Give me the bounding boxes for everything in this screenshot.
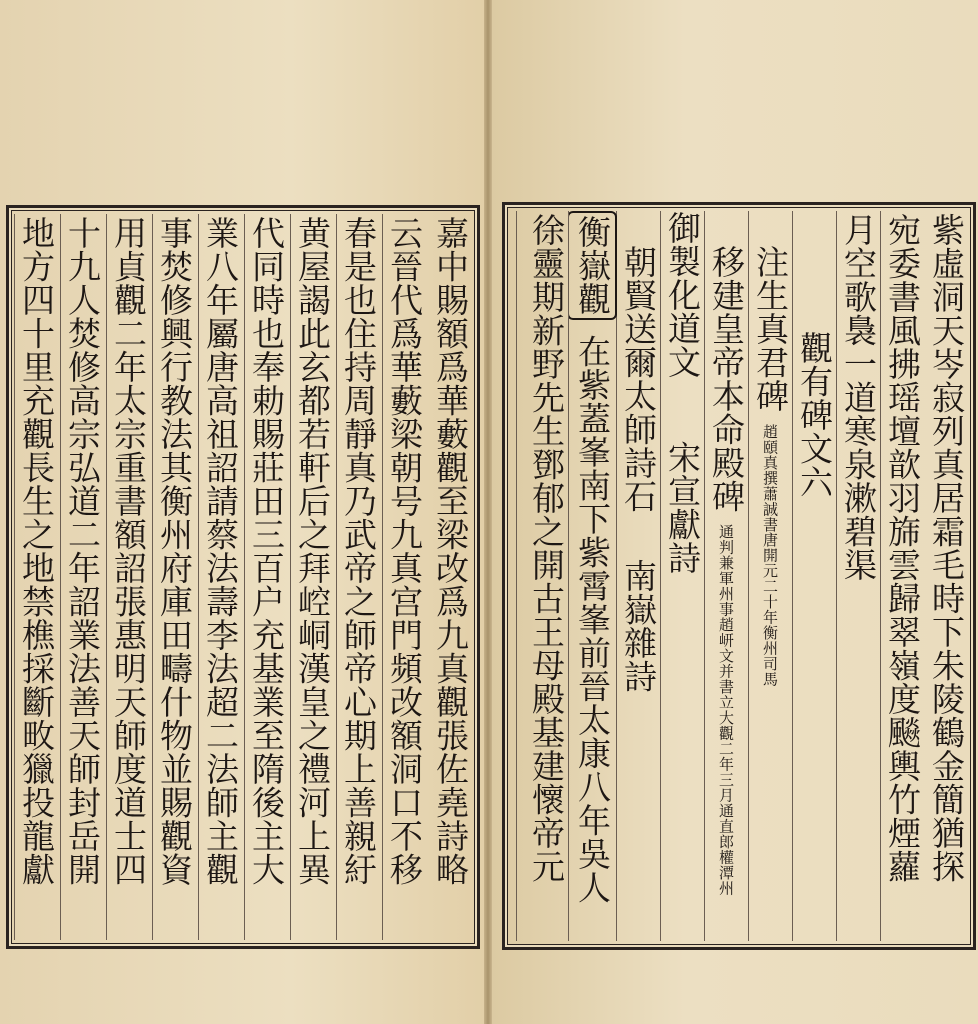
inscription-title-2: 移建皇帝本命殿碑 bbox=[707, 245, 746, 513]
text-column-l1: 嘉中賜額爲華藪觀至梁改爲九真觀張佐堯詩略 bbox=[431, 216, 470, 886]
text-column-l6: 業八年屬唐高祖詔請蔡法壽李法超二法師主觀 bbox=[198, 214, 243, 940]
text-column-r10: 徐靈期新野先生鄧郁之開古王母殿基建懷帝元 bbox=[516, 211, 569, 941]
book-gutter bbox=[484, 0, 492, 1024]
inscription-note-1 bbox=[761, 424, 779, 688]
section-heading-tag: 衡嶽觀 bbox=[568, 211, 617, 320]
text-column-r5 bbox=[748, 211, 793, 941]
text-column-l5: 代同時也奉勅賜莊田三百户充基業至隋後主大 bbox=[244, 214, 289, 940]
text-column-r4: 觀有碑文六 bbox=[792, 211, 837, 941]
text-column-r9 bbox=[568, 211, 617, 941]
note-line: 唐開元二十年衡州司馬 bbox=[761, 532, 779, 687]
text-column-l9: 十九人焚修高宗弘道二年詔業法善天師封岳開 bbox=[60, 214, 105, 940]
text-column-r8 bbox=[616, 211, 661, 941]
inscription-title-3: 御製化道文 bbox=[663, 211, 702, 379]
text-column-l8: 用貞觀二年太宗重書額詔張惠明天師度道士四 bbox=[106, 214, 151, 940]
text-column-r7 bbox=[660, 211, 705, 941]
section-text: 在紫蓋峯南下紫霄峯前晉太康八年吳人 bbox=[573, 334, 612, 904]
inscription-title-4: 朝賢送爾太師詩石 bbox=[619, 245, 658, 513]
text-column-l3: 春是也住持周靜真乃武帝之師帝心期上善親紆 bbox=[336, 214, 381, 940]
text-column-r3: 月空歌裊一道寒泉漱碧渠 bbox=[836, 211, 881, 941]
inscription-note-2 bbox=[717, 524, 735, 896]
note-line: 通判兼軍州事趙岍文并書立 bbox=[717, 524, 735, 710]
text-column-l10: 地方四十里充觀長生之地禁樵採斷畋獵投龍獻 bbox=[14, 214, 59, 940]
text-column-l2: 云晉代爲華藪梁朝号九真宫門頻改額洞口不移 bbox=[382, 214, 427, 940]
poem-title-2: 南嶽雜詩 bbox=[619, 559, 658, 693]
text-column-r2: 宛委書風拂瑶壇歆羽旆雲歸翠嶺度飈輿竹煙蘿 bbox=[880, 211, 925, 941]
text-column-r6 bbox=[704, 211, 749, 941]
note-line: 大觀二年三月通直郎權潭州 bbox=[717, 710, 735, 896]
inscription-title-1: 注生真君碑 bbox=[751, 245, 790, 413]
text-column-l7: 事焚修興行教法其衡州府庫田疇什物並賜觀資 bbox=[152, 214, 197, 940]
note-line: 趙頤真撰蕭誠書 bbox=[761, 423, 779, 532]
right-page-text-frame bbox=[502, 202, 976, 950]
left-page-text-frame bbox=[6, 205, 480, 949]
text-column-l4: 黄屋謁此玄都若軒后之拜崆峒漢皇之禮河上異 bbox=[290, 214, 335, 940]
poem-title-1: 宋宣獻詩 bbox=[663, 440, 702, 575]
text-column-r1: 紫虛洞天岑寂列真居霜毛時下朱陵鶴金簡猶探 bbox=[927, 213, 966, 883]
